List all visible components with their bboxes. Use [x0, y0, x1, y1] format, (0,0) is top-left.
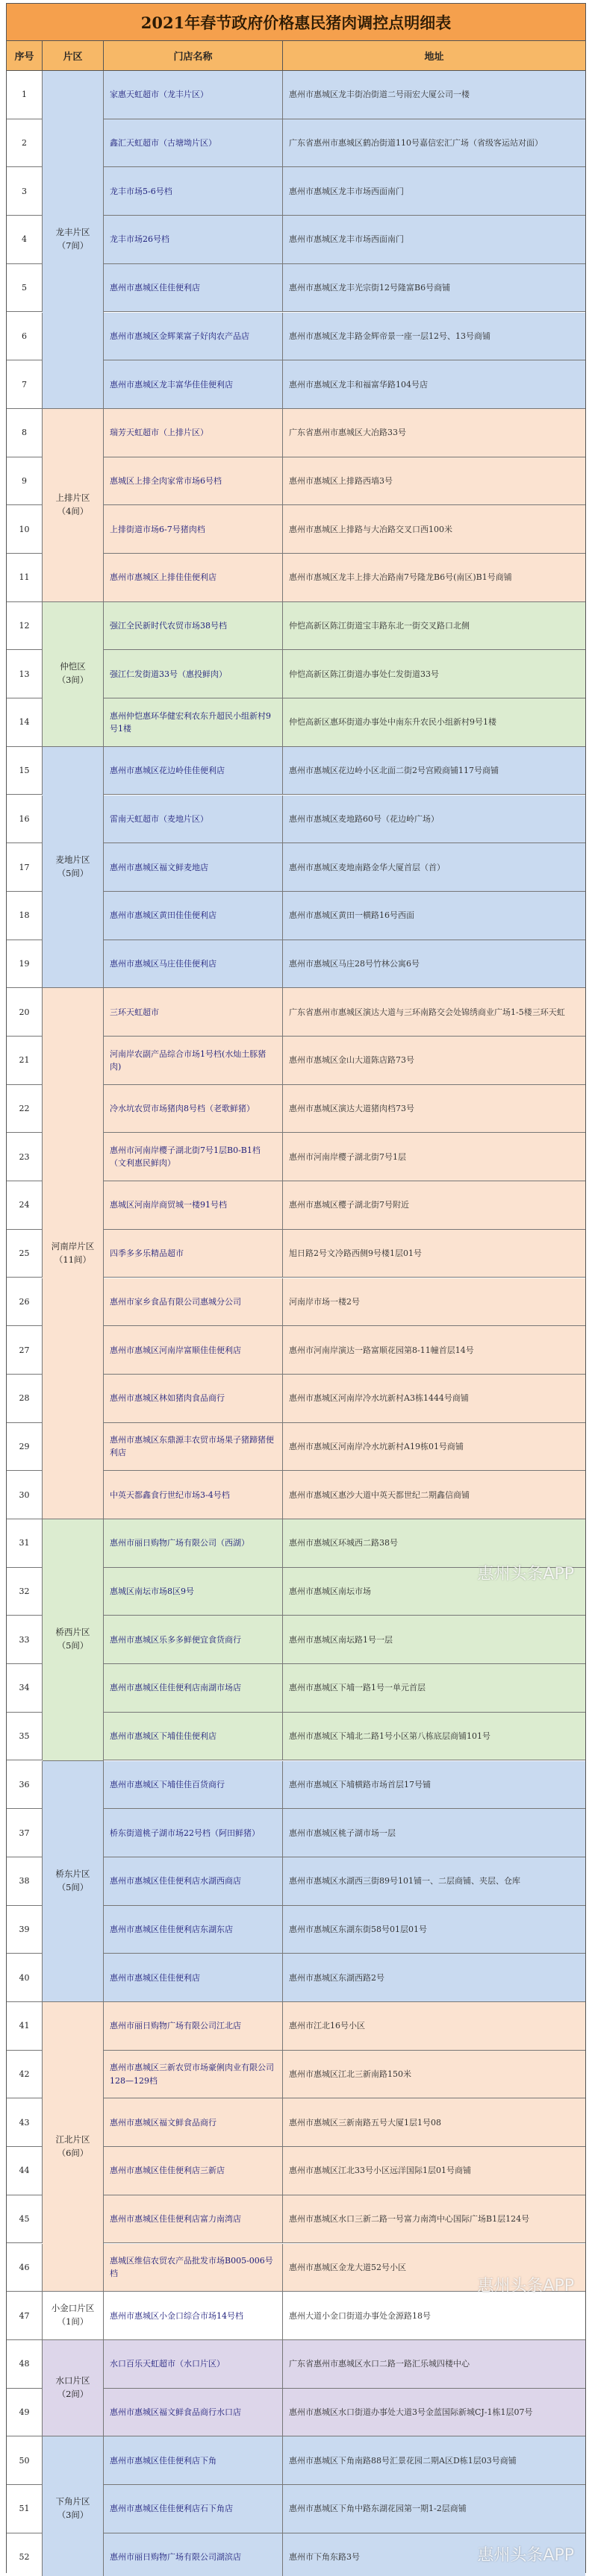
district-count: （3间）: [57, 675, 89, 686]
store-name: 龙丰市场26号档: [104, 216, 283, 264]
header-store: 门店名称: [104, 41, 283, 71]
store-address: 惠州市惠城区花边岭小区北面二街2号宫殿商铺117号商铺: [283, 747, 585, 795]
store-name: 水口百乐天虹超市（水口片区）: [104, 2340, 283, 2389]
district-cell: [43, 2002, 104, 2292]
district-cell: [43, 602, 104, 747]
store-address: 惠州市河南岸演达一路富顺花园第8-11幢首层14号: [283, 1326, 585, 1375]
store-address: 惠州市江北16号小区: [283, 2002, 585, 2051]
store-address: 惠州市惠城区龙丰市场西面南门: [283, 167, 585, 216]
store-name: 惠州市惠城区林如猪肉食品商行: [104, 1375, 283, 1423]
store-name: 惠州市惠城区下埔佳佳便利店: [104, 1713, 283, 1761]
district-cell: [43, 988, 104, 1519]
store-address: 惠州市惠城区南坛路1号一层: [283, 1616, 585, 1664]
store-address: 惠州市惠城区龙丰和福富华路104号店: [283, 360, 585, 409]
store-name: 上排街道市场6-7号猪肉档: [104, 505, 283, 554]
store-address: 惠州市惠城区惠沙大道中英天都世纪二期鑫信商铺: [283, 1471, 585, 1519]
store-address: 旭日路2号文冷路西侧9号楼1层01号: [283, 1230, 585, 1278]
row-number: 22: [7, 1085, 43, 1134]
store-name: 惠州市丽日购物广场有限公司（西湖）: [104, 1519, 283, 1568]
district-label: 下角片区: [55, 2496, 90, 2507]
store-name: 惠州市惠城区佳佳便利店: [104, 1954, 283, 2002]
store-name: 雷南天虹超市（麦地片区）: [104, 795, 283, 844]
row-number: 1: [7, 71, 43, 119]
store-name: 冷水坑农贸市场猪肉8号档（老歌鲜猪）: [104, 1085, 283, 1134]
store-address: 惠州市惠城区水湖西三街89号101铺一、二层商铺、夹层、仓库: [283, 1857, 585, 1906]
row-number: 42: [7, 2051, 43, 2099]
store-address: 惠州市惠城区上排路与大冶路交叉口西100米: [283, 505, 585, 554]
store-address: 惠州市惠城区桃子湖市场一层: [283, 1809, 585, 1857]
store-address: 广东省惠州市惠城区鹤冶街道110号嘉信宏汇广场（省级客运站对面）: [283, 119, 585, 168]
store-name: 惠城区上排全肉家常市场6号档: [104, 457, 283, 506]
store-name: 惠州市惠城区马庄佳佳便利店: [104, 940, 283, 989]
row-number: 51: [7, 2485, 43, 2533]
store-address: 惠州市河南岸樱子湖北街7号1层: [283, 1133, 585, 1181]
store-name: 惠城区维信农贸农产品批发市场B005-006号档: [104, 2244, 283, 2292]
store-name: 惠州市惠城区福文鲜食品商行水口店: [104, 2389, 283, 2437]
store-address: 惠州市惠城区东湖西路2号: [283, 1954, 585, 2002]
district-count: （3间）: [57, 2509, 89, 2520]
row-number: 10: [7, 505, 43, 554]
store-name: 惠州市惠城区三新农贸市场豪俐肉业有限公司128—129档: [104, 2051, 283, 2099]
district-cell: [43, 2436, 104, 2576]
store-address: 惠州市惠城区河南岸冷水坑新村A3栋1444号商铺: [283, 1375, 585, 1423]
row-number: 34: [7, 1664, 43, 1713]
row-number: 33: [7, 1616, 43, 1664]
district-label: 河南岸片区: [51, 1240, 95, 1251]
row-number: 41: [7, 2002, 43, 2051]
store-address: 惠州大道小金口街道办事处金源路18号: [283, 2292, 585, 2340]
row-number: 5: [7, 264, 43, 313]
district-label: 龙丰片区: [55, 227, 90, 238]
row-number: 40: [7, 1954, 43, 2002]
store-address: 河南岸市场一楼2号: [283, 1278, 585, 1327]
row-number: 32: [7, 1568, 43, 1616]
store-name: 鑫汇天虹超市（古塘坳片区）: [104, 119, 283, 168]
store-name: 惠州市惠城区花边岭佳佳便利店: [104, 747, 283, 795]
district-label: 小金口片区: [51, 2303, 95, 2314]
store-name: 惠州市惠城区佳佳便利店水湖西商店: [104, 1857, 283, 1906]
store-address: 惠州市惠城区龙丰路金辉帝景一座一层12号、13号商铺: [283, 313, 585, 361]
store-address: 惠州市惠城区南坛市场: [283, 1568, 585, 1616]
row-number: 14: [7, 698, 43, 747]
store-name: 惠城区河南岸商贸城一楼91号档: [104, 1181, 283, 1230]
store-address: 惠州市惠城区麦地路60号（花边岭广场）: [283, 795, 585, 844]
store-name: 龙丰市场5-6号档: [104, 167, 283, 216]
store-name: 惠州市惠城区福文鲜食品商行: [104, 2098, 283, 2147]
store-name: 惠州市惠城区福文鲜麦地店: [104, 843, 283, 892]
store-address: 广东省惠州市惠城区演达大道与三环南路交会处锦绣商业广场1-5楼三环天虹: [283, 988, 585, 1037]
store-name: 四季多多乐精品超市: [104, 1230, 283, 1278]
district-count: （1间）: [57, 2316, 89, 2328]
store-address: 惠州市下角东路3号: [283, 2533, 585, 2576]
row-number: 44: [7, 2147, 43, 2195]
district-count: （4间）: [57, 505, 89, 516]
store-name: 惠州市惠城区下埔佳佳百货商行: [104, 1761, 283, 1810]
row-number: 9: [7, 457, 43, 506]
store-name: 河南岸农副产品综合市场1号档(水灿土豚猪肉): [104, 1037, 283, 1085]
row-number: 37: [7, 1809, 43, 1857]
store-address: 惠州市惠城区环城西二路38号: [283, 1519, 585, 1568]
store-address: 惠州市惠城区黄田一横路16号西面: [283, 892, 585, 940]
store-address: 惠州市惠城区龙丰上排大冶路南7号隆龙B6号(南区)B1号商铺: [283, 554, 585, 602]
store-address: 仲恺高新区陈江街道宝丰路东北一街交叉路口北侧: [283, 602, 585, 651]
store-address: 惠州市惠城区下角南路88号汇景花园二期A区D栋1层03号商铺: [283, 2436, 585, 2485]
store-name: 惠城区南坛市场8区9号: [104, 1568, 283, 1616]
row-number: 8: [7, 409, 43, 457]
store-address: 惠州市惠城区金龙大道52号小区: [283, 2244, 585, 2292]
row-number: 50: [7, 2436, 43, 2485]
watermark: 惠州头条APP: [477, 2277, 574, 2295]
store-address: 惠州市惠城区江北三新南路150米: [283, 2051, 585, 2099]
store-name: 惠州市丽日购物广场有限公司江北店: [104, 2002, 283, 2051]
store-name: 惠州仲恺惠环华健宏利农东升超民小组新村9号1楼: [104, 698, 283, 747]
district-label: 江北片区: [55, 2133, 90, 2145]
row-number: 49: [7, 2389, 43, 2437]
row-number: 4: [7, 216, 43, 264]
row-number: 25: [7, 1230, 43, 1278]
row-number: 27: [7, 1326, 43, 1375]
district-cell: [43, 2292, 104, 2340]
district-cell: [43, 747, 104, 989]
store-address: 惠州市惠城区金山大道陈店路73号: [283, 1037, 585, 1085]
store-address: 惠州市惠城区下埔横路市场首层17号铺: [283, 1761, 585, 1810]
district-cell: [43, 1519, 104, 1761]
store-name: 桥东街道桃子湖市场22号档（阿田鲜猪）: [104, 1809, 283, 1857]
row-number: 18: [7, 892, 43, 940]
district-label: 桥东片区: [55, 1868, 90, 1879]
row-number: 39: [7, 1906, 43, 1954]
store-address: 惠州市惠城区河南岸冷水坑新村A19栋01号商铺: [283, 1423, 585, 1472]
row-number: 29: [7, 1423, 43, 1472]
store-address: 惠州市惠城区龙丰街冶街道二号雨宏大厦公司一楼: [283, 71, 585, 119]
store-address: 惠州市惠城区龙丰光宗街12号隆富B6号商铺: [283, 264, 585, 313]
store-name: 惠州市惠城区佳佳便利店富力南湾店: [104, 2195, 283, 2244]
store-name: 惠州市惠城区佳佳便利店南湖市场店: [104, 1664, 283, 1713]
store-name: 惠州市惠城区佳佳便利店下角: [104, 2436, 283, 2485]
store-address: 惠州市惠城区江北33号小区远洋国际1层01号商铺: [283, 2147, 585, 2195]
row-number: 6: [7, 313, 43, 361]
store-address: 惠州市惠城区樱子湖北街7号附近: [283, 1181, 585, 1230]
row-number: 17: [7, 843, 43, 892]
store-address: 惠州市惠城区演达大道猪肉档73号: [283, 1085, 585, 1134]
district-label: 水口片区: [55, 2375, 90, 2386]
store-name: 惠州市惠城区佳佳便利店三新店: [104, 2147, 283, 2195]
store-address: 惠州市惠城区龙丰市场西面南门: [283, 216, 585, 264]
price-control-table: [6, 3, 586, 2573]
row-number: 30: [7, 1471, 43, 1519]
row-number: 12: [7, 602, 43, 651]
district-count: （7间）: [57, 240, 89, 251]
store-name: 瑞芳天虹超市（上排片区）: [104, 409, 283, 457]
row-number: 19: [7, 940, 43, 989]
row-number: 47: [7, 2292, 43, 2340]
watermark: 惠州头条APP: [477, 1565, 574, 1584]
header-address: 地址: [283, 41, 585, 71]
store-address: 广东省惠州市惠城区大冶路33号: [283, 409, 585, 457]
row-number: 35: [7, 1713, 43, 1761]
district-cell: [43, 71, 104, 409]
row-number: 36: [7, 1761, 43, 1810]
store-address: 仲恺高新区惠环街道办事处中南东升农民小组新村9号1楼: [283, 698, 585, 747]
district-label: 仲恺区: [60, 661, 86, 672]
row-number: 31: [7, 1519, 43, 1568]
store-name: 惠州市惠城区佳佳便利店东湖东店: [104, 1906, 283, 1954]
row-number: 45: [7, 2195, 43, 2244]
store-name: 惠州市惠城区上排佳佳便利店: [104, 554, 283, 602]
district-count: （5间）: [57, 868, 89, 879]
store-address: 惠州市惠城区下埔一路1号一单元首层: [283, 1664, 585, 1713]
district-count: （5间）: [57, 1640, 89, 1651]
row-number: 46: [7, 2244, 43, 2292]
row-number: 15: [7, 747, 43, 795]
store-name: 强江全民新时代农贸市场38号档: [104, 602, 283, 651]
row-number: 20: [7, 988, 43, 1037]
row-number: 23: [7, 1133, 43, 1181]
store-name: 惠州市惠城区乐多多鲜便宜食货商行: [104, 1616, 283, 1664]
row-number: 24: [7, 1181, 43, 1230]
store-name: 惠州市惠城区黄田佳佳便利店: [104, 892, 283, 940]
store-address: 惠州市惠城区上排路西墙3号: [283, 457, 585, 506]
store-address: 惠州市惠城区麦地南路金华大厦首层（首）: [283, 843, 585, 892]
store-name: 惠州市家乡食品有限公司惠城分公司: [104, 1278, 283, 1327]
header-no: 序号: [7, 41, 43, 71]
district-cell: [43, 2340, 104, 2436]
store-address: 仲恺高新区陈江街道办事处仁发街道33号: [283, 650, 585, 698]
store-name: 惠州市惠城区金辉莱富子好肉农产品店: [104, 313, 283, 361]
district-label: 上排片区: [55, 492, 90, 503]
row-number: 3: [7, 167, 43, 216]
row-number: 48: [7, 2340, 43, 2389]
store-address: 惠州市惠城区水口三新二路一号富力南湾中心国际广场B1层124号: [283, 2195, 585, 2244]
store-address: 惠州市惠城区马庄28号竹林公寓6号: [283, 940, 585, 989]
store-name: 惠州市河南岸樱子湖北街7号1层B0-B1档（文利惠民鲜肉）: [104, 1133, 283, 1181]
row-number: 16: [7, 795, 43, 844]
watermark: 惠州头条APP: [477, 2546, 574, 2565]
row-number: 38: [7, 1857, 43, 1906]
store-address: 惠州市惠城区水口街道办事处大道3号金蓝国际新城CJ-1栋1层07号: [283, 2389, 585, 2437]
row-number: 11: [7, 554, 43, 602]
store-address: 广东省惠州市惠城区水口二路一路汇乐城四楼中心: [283, 2340, 585, 2389]
store-name: 三环天虹超市: [104, 988, 283, 1037]
district-label: 桥西片区: [55, 1627, 90, 1638]
district-cell: [43, 409, 104, 602]
store-address: 惠州市惠城区东湖东街58号01层01号: [283, 1906, 585, 1954]
district-cell: [43, 1761, 104, 2003]
header-district: 片区: [43, 41, 104, 71]
row-number: 43: [7, 2098, 43, 2147]
store-address: 惠州市惠城区三新南路五号大厦1层1号08: [283, 2098, 585, 2147]
row-number: 13: [7, 650, 43, 698]
store-name: 惠州市惠城区龙丰富华佳佳便利店: [104, 360, 283, 409]
district-count: （5间）: [57, 1881, 89, 1892]
store-name: 强江仁发街道33号（惠投鲜肉）: [104, 650, 283, 698]
store-name: 家惠天虹超市（龙丰片区）: [104, 71, 283, 119]
district-count: （11间）: [54, 1254, 92, 1265]
table-title: 2021年春节政府价格惠民猪肉调控点明细表: [7, 4, 585, 41]
district-count: （2间）: [57, 2389, 89, 2400]
store-name: 中英天都鑫食行世纪市场3-4号档: [104, 1471, 283, 1519]
store-name: 惠州市惠城区小金口综合市场14号档: [104, 2292, 283, 2340]
row-number: 21: [7, 1037, 43, 1085]
store-name: 惠州市惠城区河南岸富顺佳佳便利店: [104, 1326, 283, 1375]
store-address: 惠州市惠城区下角中路东湖花园第一期1-2层商铺: [283, 2485, 585, 2533]
district-count: （6间）: [57, 2147, 89, 2158]
district-label: 麦地片区: [55, 854, 90, 866]
row-number: 2: [7, 119, 43, 168]
store-name: 惠州市惠城区东鼎源丰农贸市场果子猪蹄猪便利店: [104, 1423, 283, 1472]
store-name: 惠州市丽日购物广场有限公司湖滨店: [104, 2533, 283, 2576]
row-number: 28: [7, 1375, 43, 1423]
store-address: 惠州市惠城区下埔北二路1号小区第八栋底层商铺101号: [283, 1713, 585, 1761]
row-number: 26: [7, 1278, 43, 1327]
row-number: 52: [7, 2533, 43, 2576]
row-number: 7: [7, 360, 43, 409]
store-name: 惠州市惠城区佳佳便利店石下角店: [104, 2485, 283, 2533]
store-name: 惠州市惠城区佳佳便利店: [104, 264, 283, 313]
